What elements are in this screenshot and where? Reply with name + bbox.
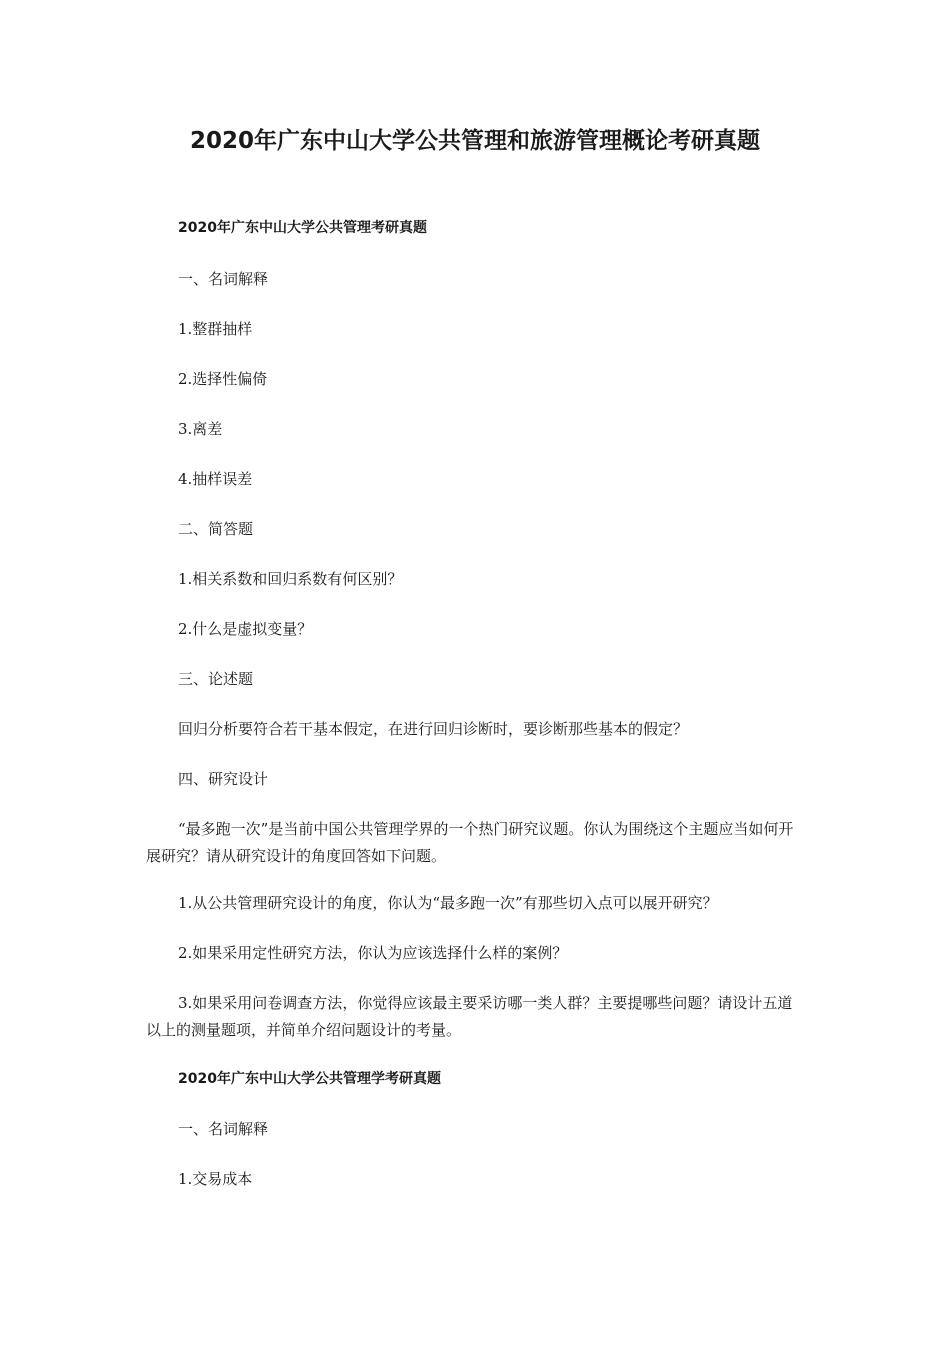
part-title: 一、名词解释 [178, 270, 269, 288]
list-item: 1.交易成本 [178, 1170, 253, 1188]
list-item: 4.抽样误差 [178, 470, 253, 488]
list-item: 1.从公共管理研究设计的角度，你认为“最多跑一次”有那些切入点可以展开研究？ [178, 894, 718, 912]
part-title: 三、论述题 [178, 670, 254, 688]
list-item: 1.整群抽样 [178, 320, 253, 338]
list-item: 2.如果采用定性研究方法，你认为应该选择什么样的案例？ [178, 944, 568, 962]
essay-question: 回归分析要符合若干基本假定，在进行回归诊断时，要诊断那些基本的假定？ [178, 720, 689, 738]
section-heading: 2020年广东中山大学公共管理学考研真题 [178, 1071, 441, 1087]
list-item: 1.相关系数和回归系数有何区别？ [178, 570, 403, 588]
list-item: 3.离差 [178, 420, 223, 438]
part-title: 二、简答题 [178, 520, 254, 538]
section-heading: 2020年广东中山大学公共管理考研真题 [178, 220, 427, 236]
list-item-paragraph: 3.如果采用问卷调查方法，你觉得应该最主要采访哪一类人群？主要提哪些问题？请设计五道以上的测量题项，并简单介绍问题设计的考量。 [146, 994, 793, 1039]
list-item: 2.什么是虚拟变量？ [178, 620, 313, 638]
part-title: 一、名词解释 [178, 1120, 269, 1138]
document-title: 2020年广东中山大学公共管理和旅游管理概论考研真题 [189, 128, 760, 154]
list-item: 2.选择性偏倚 [178, 370, 268, 388]
part-title: 四、研究设计 [178, 770, 269, 788]
research-intro-paragraph: “最多跑一次”是当前中国公共管理学界的一个热门研究议题。你认为围绕这个主题应当如何开展研究？请从研究设计的角度回答如下问题。 [146, 820, 794, 865]
